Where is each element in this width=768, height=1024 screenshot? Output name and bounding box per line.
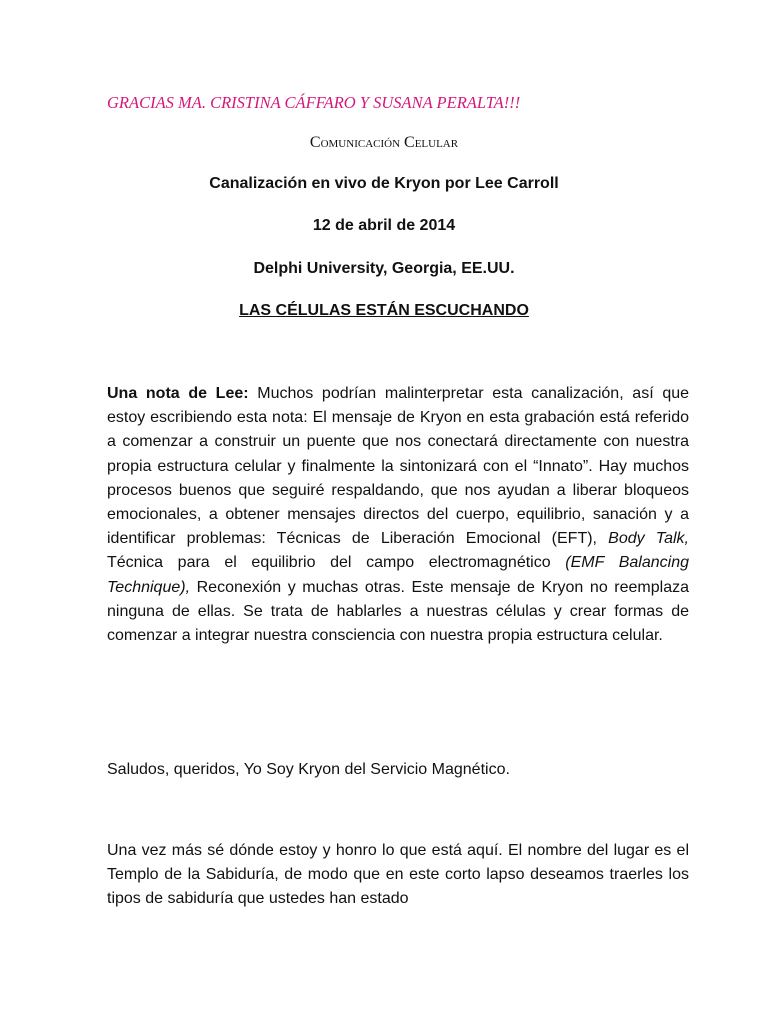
subtitle: Canalización en vivo de Kryon por Lee Carroll [209,175,559,192]
note-italic-body-talk: Body Talk, [608,530,689,548]
note-text-1: Muchos podrían malinterpretar esta canalización, así que estoy escribiendo esta nota: El mensaje de Kryon en esta grabación está referido a comenzar a construir un puente que nos conectará directamente con nuestra propia estructura celular y finalmente la sintonizará con el “Innato”. Hay muchos procesos buenos que seguiré respaldando, que nos ayudan a liberar bloqueos emocionales, a obtener mensajes directos del cuerpo, equilibrio, sanación y a identificar problemas: Técnicas de Liberación Emocional (EFT), [107,385,690,548]
thanks-line: GRACIAS MA. CRISTINA CÁFFARO Y SUSANA PERALTA!!! [107,93,521,112]
date-line: 12 de abril de 2014 [312,217,456,234]
note-text-3: Reconexión y muchas otras. Este mensaje de Kryon no reemplaza ninguna de ellas. Se trata de hablarles a nuestras células y crear formas de comenzar a integrar nuestra consciencia con nuestra propia estructura celular. [107,578,689,645]
note-lead: Una nota de Lee: [107,385,249,402]
section-title: Comunicación Celular [309,134,459,151]
note-text-2: Técnica para el equilibrio del campo electromagnético [107,554,566,572]
lee-note-paragraph [107,382,689,648]
location-line: Delphi University, Georgia, EE.UU. [253,260,515,277]
body-paragraph: Una vez más sé dónde estoy y honro lo que está aquí. El nombre del lugar es el Templo de la Sabiduría, de modo que en este corto lapso deseamos traerles los tipos de sabiduría que ustedes han estado [107,842,689,908]
chapter-title: LAS CÉLULAS ESTÁN ESCUCHANDO [239,302,529,319]
greeting-paragraph: Saludos, queridos, Yo Soy Kryon del Servicio Magnético. [107,761,510,778]
note-italic-emf: (EMF Balancing Technique), [107,554,690,596]
